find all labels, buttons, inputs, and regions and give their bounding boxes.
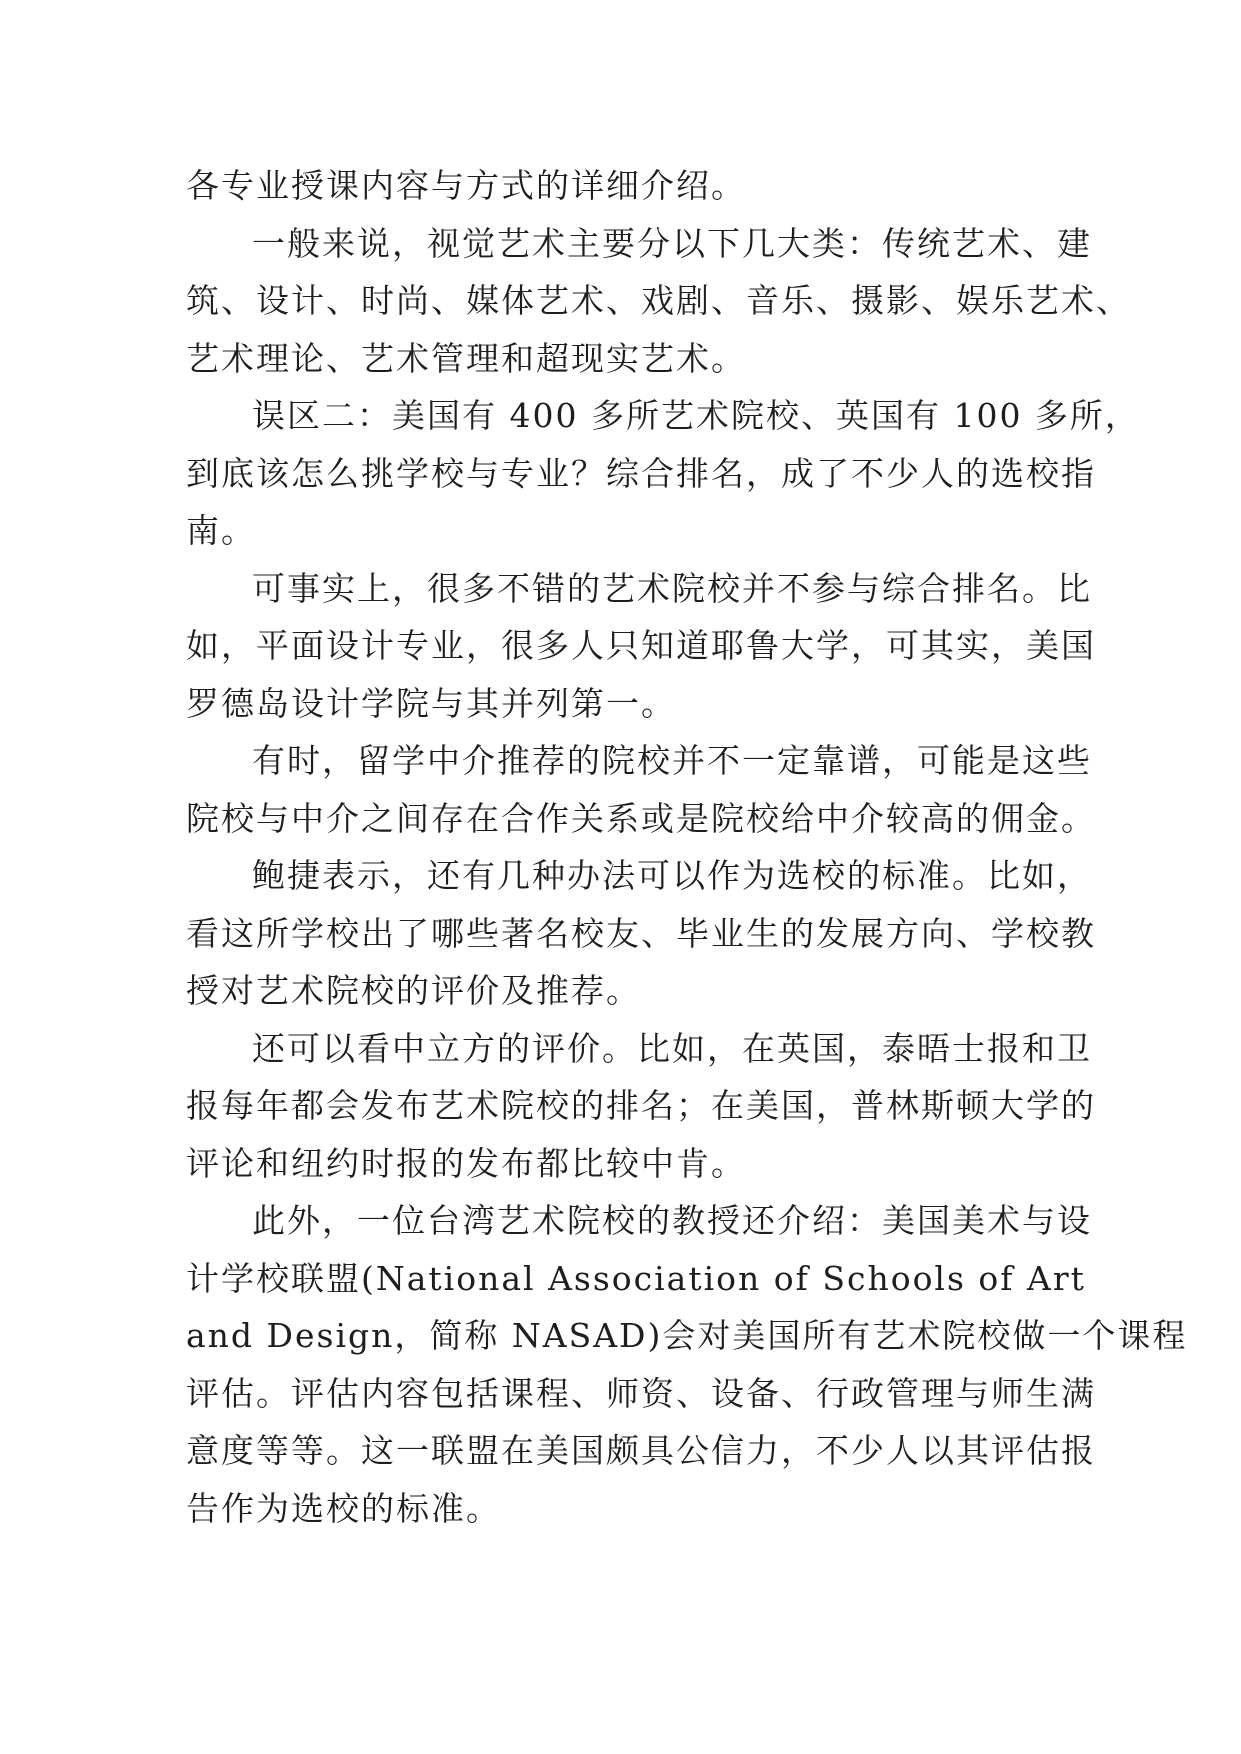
- body-text: [186, 157, 1188, 1537]
- paragraph-line: 评论和纽约时报的发布都比较中肯。: [186, 1143, 746, 1183]
- paragraph-line: 误区二：美国有 400 多所艺术院校、英国有 100 多所，: [252, 396, 1140, 435]
- paragraph-line: 一般来说，视觉艺术主要分以下几大类：传统艺术、建: [252, 223, 1092, 263]
- paragraph-line: 罗德岛设计学院与其并列第一。: [186, 683, 676, 723]
- paragraph-line: 到底该怎么挑学校与专业？综合排名，成了不少人的选校指: [186, 453, 1096, 493]
- paragraph-line: 授对艺术院校的评价及推荐。: [186, 971, 641, 1010]
- paragraph-line: 有时，留学中介推荐的院校并不一定靠谱，可能是这些: [252, 741, 1092, 780]
- paragraph-line: 南。: [186, 511, 256, 550]
- paragraph-line: 还可以看中立方的评价。比如，在英国，泰晤士报和卫: [252, 1028, 1092, 1068]
- paragraph-line: 报每年都会发布艺术院校的排名；在美国，普林斯顿大学的: [186, 1086, 1096, 1125]
- paragraph-line: 如，平面设计专业，很多人只知道耶鲁大学，可其实，美国: [186, 626, 1096, 665]
- paragraph-line: 鲍捷表示，还有几种办法可以作为选校的标准。比如，: [252, 856, 1092, 895]
- paragraph-line: 院校与中介之间存在合作关系或是院校给中介较高的佣金。: [186, 798, 1096, 838]
- paragraph-line: 计学校联盟(National Association of Schools of Art: [186, 1258, 1086, 1298]
- paragraph-line: 看这所学校出了哪些著名校友、毕业生的发展方向、学校教: [186, 913, 1096, 953]
- paragraph-line: 艺术理论、艺术管理和超现实艺术。: [186, 338, 746, 378]
- paragraph-line: 此外，一位台湾艺术院校的教授还介绍：美国美术与设: [252, 1201, 1092, 1240]
- paragraph-line: and Design，简称 NASAD)会对美国所有艺术院校做一个课程: [186, 1316, 1188, 1355]
- paragraph-line: 可事实上，很多不错的艺术院校并不参与综合排名。比: [252, 568, 1092, 608]
- paragraph-line: 评估。评估内容包括课程、师资、设备、行政管理与师生满: [186, 1373, 1096, 1413]
- paragraph-line: 筑、设计、时尚、媒体艺术、戏剧、音乐、摄影、娱乐艺术、: [186, 281, 1131, 320]
- paragraph-line: 意度等等。这一联盟在美国颇具公信力，不少人以其评估报: [186, 1431, 1096, 1470]
- paragraph-line: 告作为选校的标准。: [186, 1488, 501, 1528]
- paragraph-line: 各专业授课内容与方式的详细介绍。: [186, 166, 746, 205]
